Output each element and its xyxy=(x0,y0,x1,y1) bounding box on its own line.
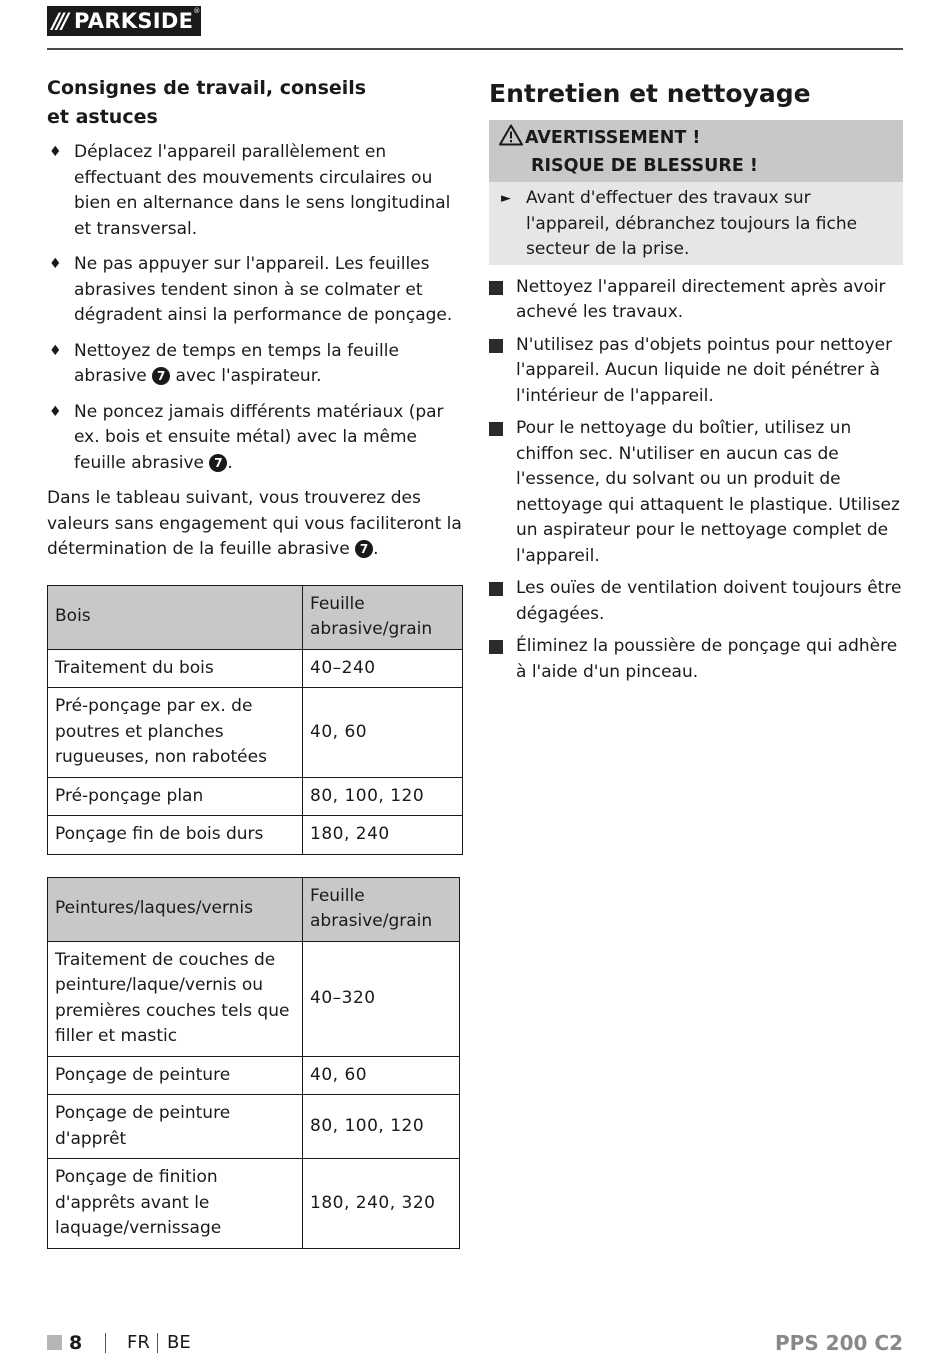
wood-grit-table xyxy=(47,585,463,855)
list-item-text: avec l'aspirateur. xyxy=(170,366,322,386)
table-cell: Ponçage de peinture xyxy=(48,1056,303,1095)
warning-body xyxy=(489,182,903,265)
list-item-text: Ne pas appuyer sur l'appareil. Les feuilles abrasives tendent sinon à se colmater et dégradent ainsi la performance de ponçage. xyxy=(74,254,453,325)
list-item-text: Pour le nettoyage du boîtier, utilisez un chiffon sec. N'utiliser en aucun cas de l'essence, du solvant ou un produit de nettoyage qui attaquent le plastique. Utilisez un aspirateur pour le nettoyage complet de l'appareil. xyxy=(516,418,900,566)
header-rule xyxy=(47,48,903,50)
warning-subtitle: RISQUE DE BLESSURE ! xyxy=(531,156,758,176)
table-header-row xyxy=(48,877,460,941)
table-row xyxy=(48,649,463,688)
warning-title: AVERTISSEMENT ! xyxy=(525,128,701,148)
square-bullet-icon xyxy=(489,640,503,654)
section-heading-tips xyxy=(47,74,463,132)
list-item xyxy=(489,416,903,569)
table-cell: Traitement de couches de peinture/laque/vernis ou premières couches tels que filler et mastic xyxy=(48,941,303,1056)
square-bullet-icon xyxy=(489,582,503,596)
table-cell: 40–240 xyxy=(303,649,463,688)
list-item xyxy=(489,333,903,410)
table-row xyxy=(48,941,460,1056)
list-item xyxy=(47,339,463,390)
page-footer xyxy=(47,1330,903,1356)
footer-divider xyxy=(105,1333,106,1353)
arrow-bullet-icon: ► xyxy=(501,191,511,206)
diamond-bullet-icon: ♦ xyxy=(49,256,62,272)
paint-grit-table xyxy=(47,877,460,1249)
list-item-text: Nettoyez l'appareil directement après avoir achevé les travaux. xyxy=(516,276,886,322)
table-cell: 40, 60 xyxy=(303,1056,460,1095)
logo-slashes: /// xyxy=(52,9,67,33)
table-intro-paragraph xyxy=(47,486,463,563)
diamond-bullet-icon: ♦ xyxy=(49,342,62,359)
table-cell: 180, 240, 320 xyxy=(303,1159,460,1249)
diamond-bullet-icon: ♦ xyxy=(49,403,62,420)
table-cell: Pré-ponçage plan xyxy=(48,777,303,816)
square-bullet-icon xyxy=(489,422,503,436)
warning-triangle-icon xyxy=(499,124,525,154)
list-item-text: Ne poncez jamais différents matériaux (par ex. bois et ensuite métal) avec la même feuille abrasive xyxy=(74,401,444,473)
list-item xyxy=(47,140,463,242)
list-item xyxy=(47,400,463,477)
table-cell: 80, 100, 120 xyxy=(303,1095,460,1159)
table-row xyxy=(48,1056,460,1095)
list-item-text: . xyxy=(227,452,233,473)
parkside-logo xyxy=(47,6,201,36)
tips-list xyxy=(47,140,463,476)
column-header: Feuille abrasive/grain xyxy=(303,877,460,941)
table-cell: Pré-ponçage par ex. de poutres et planches rugueuses, non rabotées xyxy=(48,688,303,778)
paragraph-text: Dans le tableau suivant, vous trouverez des valeurs sans engagement qui vous faciliteront la détermination de la feuille abrasive xyxy=(47,488,462,559)
list-item-text: Déplacez l'appareil parallèlement en effectuant des mouvements circulaires ou bien en alternance dans le sens longitudinal et transversal. xyxy=(74,142,451,239)
table-cell: 80, 100, 120 xyxy=(303,777,463,816)
logo-registered-mark: ® xyxy=(193,7,201,15)
page-header xyxy=(47,4,903,50)
table-cell: Traitement du bois xyxy=(48,649,303,688)
table-cell: Ponçage de peinture d'apprêt xyxy=(48,1095,303,1159)
section-heading-maintenance: Entretien et nettoyage xyxy=(489,79,811,108)
table-cell: Ponçage de finition d'apprêts avant le laquage/vernissage xyxy=(48,1159,303,1249)
language-code: FR xyxy=(127,1332,150,1353)
list-item-text: Éliminez la poussière de ponçage qui adhère à l'aide d'un pinceau. xyxy=(516,636,898,682)
footer-square-icon xyxy=(47,1335,62,1350)
table-row xyxy=(48,688,463,778)
list-item xyxy=(47,252,463,329)
part-reference-badge: 7 xyxy=(209,454,227,472)
part-reference-badge: 7 xyxy=(152,367,170,385)
heading-line-1: Consignes de travail, conseils xyxy=(47,77,367,99)
list-item-text: Nettoyez de temps en temps la feuille abrasive xyxy=(74,340,399,386)
list-item xyxy=(489,576,903,627)
heading-line-2: et astuces xyxy=(47,106,158,128)
square-bullet-icon xyxy=(489,281,503,295)
table-row xyxy=(48,1095,460,1159)
list-item xyxy=(489,634,903,685)
table-header-row xyxy=(48,585,463,649)
diamond-bullet-icon: ♦ xyxy=(49,144,62,160)
table-row xyxy=(48,816,463,855)
column-header: Bois xyxy=(48,585,303,649)
table-row xyxy=(48,1159,460,1249)
warning-text: Avant d'effectuer des travaux sur l'appareil, débranchez toujours la fiche secteur de la prise. xyxy=(526,188,858,259)
table-cell: 40, 60 xyxy=(303,688,463,778)
table-cell: Ponçage fin de bois durs xyxy=(48,816,303,855)
right-column xyxy=(489,74,903,692)
warning-box xyxy=(489,120,903,265)
column-header: Peintures/laques/vernis xyxy=(48,877,303,941)
page-number: 8 xyxy=(69,1332,83,1354)
footer-divider xyxy=(157,1333,158,1353)
left-column xyxy=(47,74,463,1249)
table-cell: 40–320 xyxy=(303,941,460,1056)
maintenance-list xyxy=(489,275,903,686)
logo-text: PARKSIDE xyxy=(74,9,194,33)
model-number: PPS 200 C2 xyxy=(775,1331,903,1355)
warning-header xyxy=(489,120,903,182)
column-header: Feuille abrasive/grain xyxy=(303,585,463,649)
country-code: BE xyxy=(167,1332,191,1353)
square-bullet-icon xyxy=(489,339,503,353)
table-cell: 180, 240 xyxy=(303,816,463,855)
table-row xyxy=(48,777,463,816)
list-item-text: Les ouïes de ventilation doivent toujours être dégagées. xyxy=(516,578,902,624)
list-item xyxy=(489,275,903,326)
part-reference-badge: 7 xyxy=(355,540,373,558)
paragraph-text: . xyxy=(373,539,379,559)
list-item-text: N'utilisez pas d'objets pointus pour nettoyer l'appareil. Aucun liquide ne doit pénétrer à l'intérieur de l'appareil. xyxy=(516,334,893,406)
